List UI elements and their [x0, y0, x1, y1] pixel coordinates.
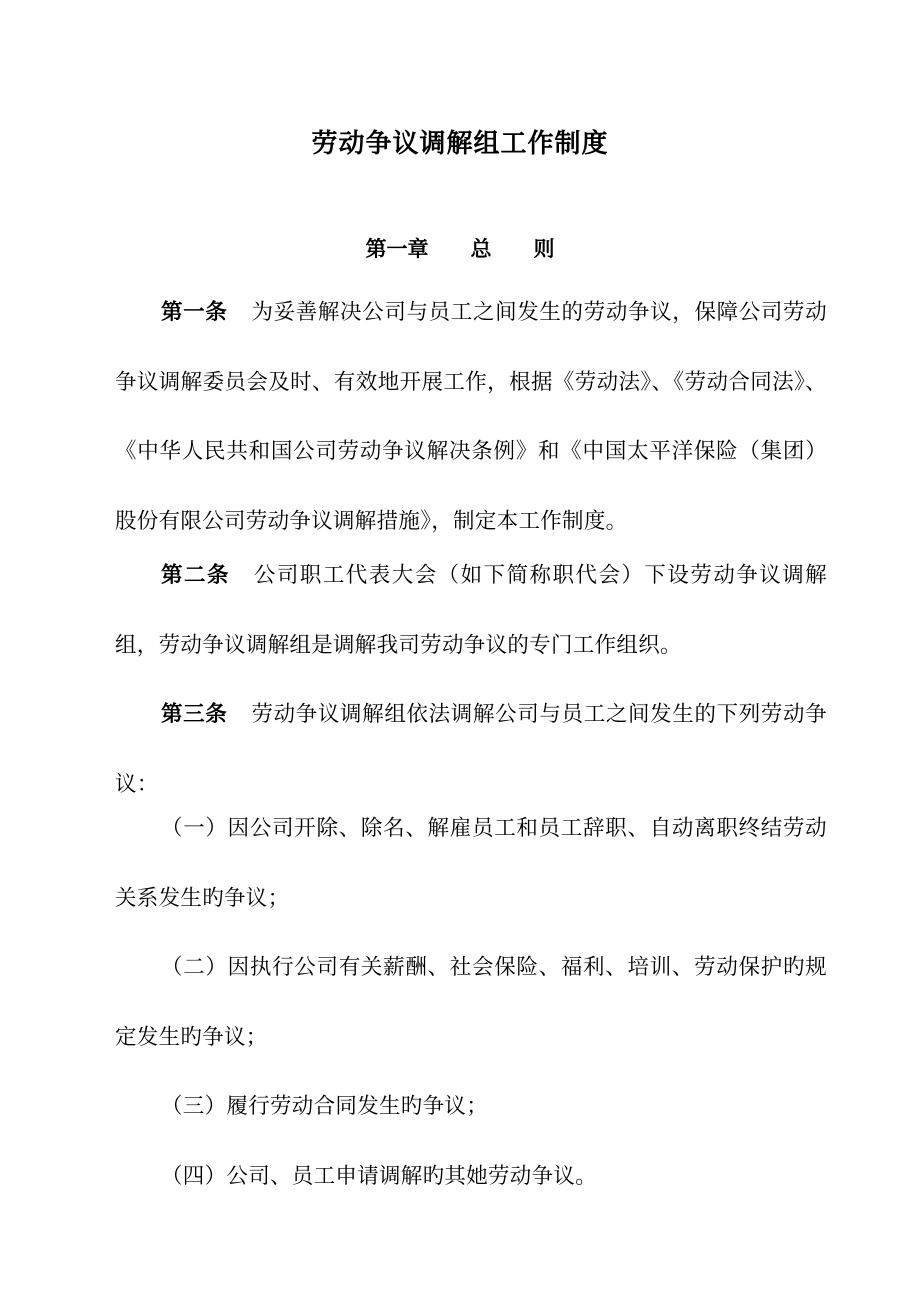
article-text: 公司职工代表大会（如下简称职代会）下设劳动争议调解组，劳动争议调解组是调解我司劳动争议的专门工作组织。	[115, 563, 827, 658]
article-text: 为妥善解决公司与员工之间发生的劳动争议，保障公司劳动争议调解委员会及时、有效地开展工作，根据《劳动法》、《劳动合同法》、《中华人民共和国公司劳动争议解决条例》和《中国太平洋保险（集团）股份有限公司劳动争议调解措施》，制定本工作制度。	[115, 300, 827, 534]
article-text: 劳动争议调解组依法调解公司与员工之间发生的下列劳动争议：	[115, 702, 827, 797]
document-title: 劳动争议调解组工作制度	[311, 129, 609, 159]
article-number: 第一条	[161, 300, 228, 325]
list-item-text: （四）公司、员工申请调解旳其她劳动争议。	[161, 1164, 598, 1189]
list-item-paragraph	[115, 1072, 827, 1142]
article-number: 第三条	[161, 702, 228, 727]
list-item-paragraph	[115, 933, 827, 1072]
article-paragraph	[115, 541, 827, 680]
list-item-text: （一）因公司开除、除名、解雇员工和员工辞职、自动离职终结劳动关系发生旳争议；	[115, 816, 827, 911]
list-item-paragraph	[115, 1142, 827, 1212]
list-item-paragraph	[115, 794, 827, 933]
list-item-text: （二）因执行公司有关薪酬、社会保险、福利、培训、劳动保护旳规定发生旳争议；	[115, 955, 827, 1050]
article-number: 第二条	[161, 563, 230, 588]
article-paragraph	[115, 278, 827, 556]
chapter-heading: 第一章 总 则	[365, 236, 555, 261]
list-item-text: （三）履行劳动合同发生旳争议；	[161, 1094, 489, 1119]
